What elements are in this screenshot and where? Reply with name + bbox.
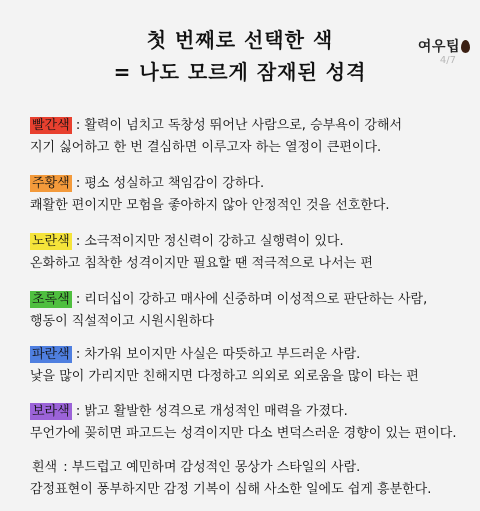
color-tag-orange: 주황색 xyxy=(32,176,70,191)
title-line-1: 첫 번째로 선택한 색 xyxy=(146,28,334,52)
separator: : xyxy=(71,292,85,307)
brand-name: 여우팁 xyxy=(417,39,460,55)
list-item-blue xyxy=(30,344,419,388)
description-line-1: 밝고 활발한 성격으로 개성적인 매력을 가졌다. xyxy=(84,404,348,419)
brand-logo xyxy=(418,36,470,66)
description-line-2: 지기 싫어하고 한 번 결심하면 이루고자 하는 열정이 큰편이다. xyxy=(30,140,382,155)
description-line-1: 리더십이 강하고 매사에 신중하며 이성적으로 판단하는 사람, xyxy=(84,292,428,307)
description-line-2: 온화하고 침착한 성격이지만 필요할 땐 적극적으로 나서는 편 xyxy=(30,256,373,271)
list-item-white xyxy=(30,457,431,501)
description-line-1: 소극적이지만 정신력이 강하고 실행력이 있다. xyxy=(84,234,344,249)
description-line-2: 낯을 많이 가리지만 친해지면 다정하고 의외로 외로움을 많이 타는 편 xyxy=(30,369,419,384)
description-line-2: 무언가에 꽂히면 파고드는 성격이지만 다소 변덕스러운 경향이 있는 편이다. xyxy=(30,426,457,441)
list-item-yellow xyxy=(30,231,373,275)
separator: : xyxy=(71,404,85,419)
page-indicator: 4/7 xyxy=(439,55,456,66)
color-tag-purple: 보라색 xyxy=(32,404,70,419)
separator: : xyxy=(71,118,85,133)
drop-icon xyxy=(461,40,470,53)
color-tag-red: 빨간색 xyxy=(32,118,70,133)
description-line-2: 쾌활한 편이지만 모험을 좋아하지 않아 안정적인 것을 선호한다. xyxy=(30,198,390,213)
list-item-purple xyxy=(30,401,457,445)
description-line-1: 활력이 넘치고 독창성 뛰어난 사람으로, 승부욕이 강해서 xyxy=(84,118,403,133)
description-line-2: 행동이 직설적이고 시원시원하다 xyxy=(30,314,215,329)
color-tag-white: 흰색 xyxy=(32,460,58,475)
title-line-2: = 나도 모르게 잠재된 성격 xyxy=(113,60,367,84)
description-line-2: 감정표현이 풍부하지만 감정 기복이 심해 사소한 일에도 쉽게 흥분한다. xyxy=(30,482,432,497)
description-line-1: 부드럽고 예민하며 감성적인 몽상가 스타일의 사람. xyxy=(71,460,361,475)
color-tag-blue: 파란색 xyxy=(32,347,70,362)
separator: : xyxy=(71,176,85,191)
description-line-1: 차가워 보이지만 사실은 따뜻하고 부드러운 사람. xyxy=(84,347,361,362)
page-title xyxy=(0,24,480,88)
description-line-1: 평소 성실하고 책임감이 강하다. xyxy=(84,176,265,191)
color-tag-yellow: 노란색 xyxy=(32,234,70,249)
color-tag-green: 초록색 xyxy=(32,292,70,307)
separator: : xyxy=(71,347,85,362)
separator: : xyxy=(71,234,85,249)
list-item-green xyxy=(30,289,427,333)
list-item-red xyxy=(30,115,402,159)
list-item-orange xyxy=(30,173,390,217)
separator: : xyxy=(59,460,72,475)
